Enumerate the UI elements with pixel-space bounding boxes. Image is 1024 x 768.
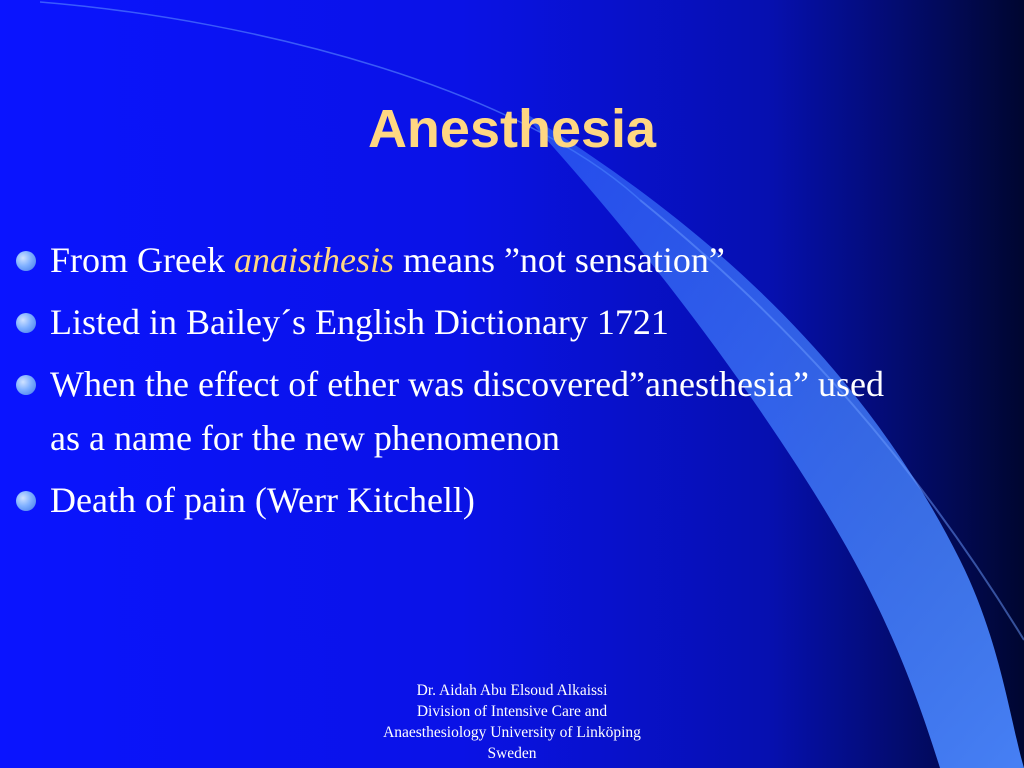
bullet-dot-icon	[16, 251, 36, 271]
bullet-item	[14, 473, 914, 527]
slide-title: Anesthesia	[367, 99, 657, 159]
bullet-dot-icon	[16, 313, 36, 333]
bullet-text: From Greek	[50, 240, 234, 280]
bullet-item	[14, 233, 914, 287]
bullet-text: means ”not sensation”	[393, 240, 725, 280]
bullet-list	[14, 233, 914, 535]
bullet-text: When the effect of ether was discovered”anesthesia” used as a name for the new phenomenon	[50, 364, 884, 458]
bullet-text: Listed in Bailey´s English Dictionary 1721	[50, 302, 669, 342]
bullet-text: Death of pain (Werr Kitchell)	[50, 480, 475, 520]
bullet-dot-icon	[16, 375, 36, 395]
slide-footer: Dr. Aidah Abu Elsoud Alkaissi Division of Intensive Care and Anaesthesiology University of Linköping Sweden	[383, 682, 641, 762]
bullet-item	[14, 295, 914, 349]
bullet-item	[14, 357, 914, 465]
bullet-emphasis: anaisthesis	[233, 240, 394, 280]
bullet-dot-icon	[16, 491, 36, 511]
